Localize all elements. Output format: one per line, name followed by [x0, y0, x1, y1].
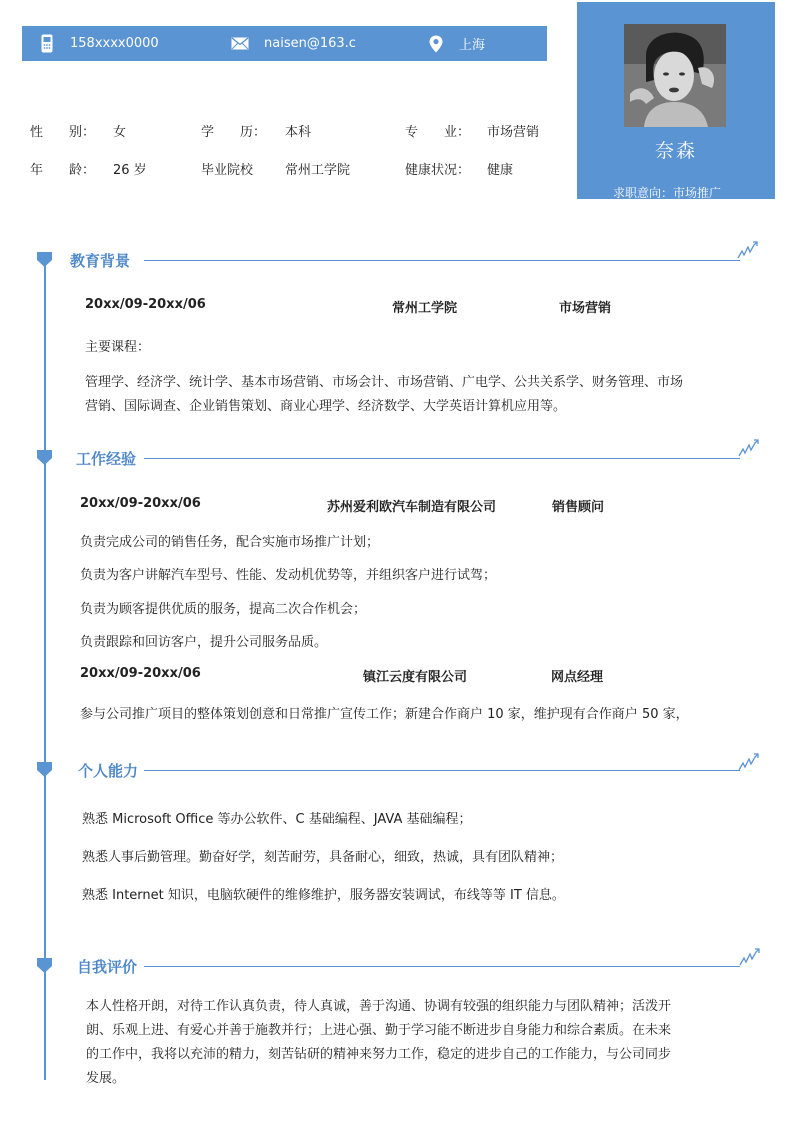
- section-marker-icon: [37, 958, 52, 973]
- job-duty: 负责为客户讲解汽车型号、性能、发动机优势等，并组织客户进行试驾；: [80, 568, 497, 583]
- major-value: 市场营销: [487, 125, 540, 140]
- job-duty: 负责跟踪和回访客户，提升公司服务品质。: [80, 635, 328, 650]
- contact-phone: [38, 26, 159, 61]
- job-period: 20xx/09-20xx/06: [80, 496, 201, 511]
- age-label: 年 龄：: [30, 163, 96, 178]
- job-duty: 负责完成公司的销售任务，配合实施市场推广计划；: [80, 535, 380, 550]
- skill-item: 熟悉 Microsoft Office 等办公软件、C 基础编程、JAVA 基础编程；: [82, 812, 472, 827]
- skill-item: 熟悉人事后勤管理。勤奋好学，刻苦耐劳，具备耐心，细致，热诚，具有团队精神；: [82, 850, 564, 865]
- job-duty: 参与公司推广项目的整体策划创意和日常推广宣传工作；新建合作商户 10 家，维护现有合作商户 50 家，: [80, 707, 689, 722]
- section-title-self-eval: 自我评价: [77, 958, 138, 976]
- contact-email: [230, 26, 356, 61]
- profile-photo: [624, 24, 726, 127]
- edu-school: 常州工学院: [392, 301, 458, 316]
- job-position: 销售顾问: [552, 500, 605, 515]
- job-position: 网点经理: [551, 670, 604, 685]
- job-intent: 求职意向：市场推广: [613, 186, 722, 199]
- age-value: 26 岁: [113, 163, 147, 178]
- edu-period: 20xx/09-20xx/06: [85, 297, 206, 312]
- job-duty: 负责为顾客提供优质的服务，提高二次合作机会；: [80, 602, 367, 617]
- education-value: 本科: [285, 125, 312, 140]
- candidate-name: 奈森: [654, 140, 697, 162]
- health-label: 健康状况：: [405, 163, 471, 178]
- location-text: 上海: [459, 38, 486, 53]
- contact-bar: [22, 26, 547, 61]
- school-value: 常州工学院: [285, 163, 351, 178]
- section-marker-icon: [37, 762, 52, 777]
- self-eval-line: 的工作中，我将以充沛的精力，刻苦钻研的精神来努力工作，稳定的进步自己的工作能力，与公司同步: [86, 1047, 672, 1062]
- phone-icon: [38, 35, 56, 53]
- location-pin-icon: [427, 35, 445, 53]
- section-rule: [144, 770, 740, 771]
- job-company: 苏州爱利欧汽车制造有限公司: [327, 500, 497, 515]
- phone-number: 158xxxx0000: [70, 36, 159, 51]
- section-title-education: 教育背景: [70, 252, 131, 270]
- section-marker-icon: [37, 450, 52, 465]
- education-label: 学 历：: [201, 125, 267, 140]
- section-marker-icon: [37, 252, 52, 267]
- section-rule: [144, 966, 740, 967]
- self-eval-line: 朗、乐观上进、有爱心并善于施教并行；上进心强、勤于学习能不断进步自身能力和综合素质。在未来: [86, 1023, 672, 1038]
- courses-line: 营销、国际调查、企业销售策划、商业心理学、经济数学、大学英语计算机应用等。: [85, 399, 567, 414]
- envelope-icon: [230, 35, 250, 53]
- gender-value: 女: [113, 125, 127, 140]
- trend-icon: [738, 752, 760, 772]
- health-value: 健康: [487, 163, 514, 178]
- school-label: 毕业院校: [201, 163, 254, 178]
- job-period: 20xx/09-20xx/06: [80, 666, 201, 681]
- gender-label: 性 别：: [30, 125, 96, 140]
- self-eval-line: 发展。: [86, 1071, 126, 1086]
- contact-location: [427, 26, 485, 61]
- trend-icon: [737, 240, 759, 260]
- trend-icon: [739, 947, 761, 967]
- trend-icon: [738, 438, 760, 458]
- skill-item: 熟悉 Internet 知识，电脑软硬件的维修维护，服务器安装调试，布线等等 IT 信息。: [82, 888, 565, 903]
- profile-card: [577, 2, 775, 199]
- section-rule: [144, 458, 740, 459]
- job-company: 镇江云度有限公司: [363, 670, 468, 685]
- section-rule: [144, 260, 740, 261]
- major-label: 专 业：: [405, 125, 471, 140]
- courses-line: 管理学、经济学、统计学、基本市场营销、市场会计、市场营销、广电学、公共关系学、财务管理、市场: [85, 375, 684, 390]
- edu-major: 市场营销: [559, 301, 612, 316]
- section-title-skills: 个人能力: [78, 762, 139, 780]
- self-eval-line: 本人性格开朗，对待工作认真负责，待人真诚，善于沟通、协调有较强的组织能力与团队精神；活泼开: [86, 999, 672, 1014]
- section-title-work: 工作经验: [76, 450, 137, 468]
- courses-label: 主要课程：: [85, 340, 151, 355]
- email-address: naisen@163.c: [264, 36, 356, 51]
